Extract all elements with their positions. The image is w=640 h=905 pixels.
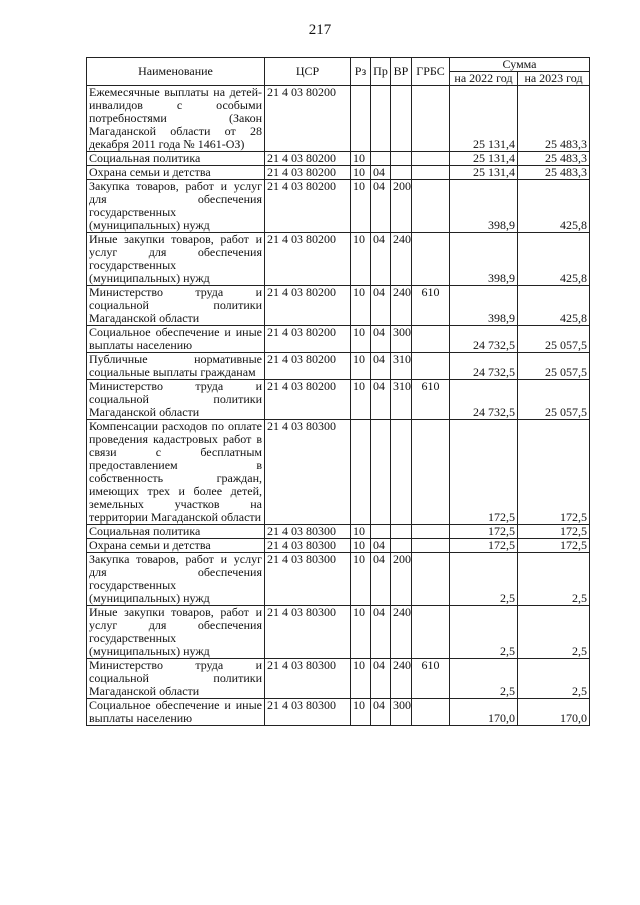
row-csr: 21 4 03 80300 [265,539,351,553]
row-pr: 04 [371,166,391,180]
header-year-2023: на 2023 год [518,72,590,86]
row-csr: 21 4 03 80200 [265,180,351,233]
row-grbs: 610 [412,659,450,699]
table-row [87,233,590,286]
header-pr: Пр [371,58,391,86]
row-grbs [412,539,450,553]
row-sum-2023: 425,8 [518,286,590,326]
row-name: Публичные нормативные социальные выплаты гражданам [87,353,265,380]
header-rz: Рз [351,58,371,86]
row-sum-2023: 425,8 [518,180,590,233]
row-pr [371,420,391,525]
header-vr: ВР [391,58,412,86]
row-sum-2022: 398,9 [450,233,518,286]
row-grbs [412,525,450,539]
row-name: Министерство труда и социальной политики Магаданской области [87,659,265,699]
row-sum-2023: 172,5 [518,539,590,553]
row-pr [371,152,391,166]
table-row [87,180,590,233]
row-rz [351,420,371,525]
row-vr: 300 [391,699,412,726]
row-sum-2023: 25 483,3 [518,86,590,152]
row-name: Охрана семьи и детства [87,539,265,553]
row-csr: 21 4 03 80300 [265,553,351,606]
row-grbs [412,326,450,353]
table-row [87,420,590,525]
table-row [87,326,590,353]
row-vr: 240 [391,233,412,286]
row-vr [391,166,412,180]
row-grbs [412,86,450,152]
row-vr: 240 [391,606,412,659]
row-pr: 04 [371,286,391,326]
row-sum-2022: 24 732,5 [450,326,518,353]
row-name: Иные закупки товаров, работ и услуг для обеспечения государственных (муниципальных) нужд [87,233,265,286]
row-grbs [412,233,450,286]
row-rz: 10 [351,659,371,699]
row-grbs [412,152,450,166]
row-name: Социальная политика [87,525,265,539]
table-row [87,659,590,699]
row-csr: 21 4 03 80300 [265,420,351,525]
row-name: Социальное обеспечение и иные выплаты населению [87,699,265,726]
row-csr: 21 4 03 80200 [265,326,351,353]
row-pr: 04 [371,180,391,233]
row-sum-2023: 25 057,5 [518,326,590,353]
row-pr: 04 [371,659,391,699]
row-rz: 10 [351,553,371,606]
row-grbs [412,353,450,380]
row-csr: 21 4 03 80300 [265,699,351,726]
row-name: Ежемесячные выплаты на детей-инвалидов с особыми потребностями (Закон Магаданской области от 28 декабря 2011 года № 1461-ОЗ) [87,86,265,152]
row-rz: 10 [351,606,371,659]
row-sum-2023: 425,8 [518,233,590,286]
row-sum-2022: 172,5 [450,525,518,539]
row-pr [371,86,391,152]
header-csr: ЦСР [265,58,351,86]
row-sum-2023: 172,5 [518,525,590,539]
row-sum-2022: 2,5 [450,659,518,699]
row-sum-2022: 25 131,4 [450,152,518,166]
row-name: Закупка товаров, работ и услуг для обеспечения государственных (муниципальных) нужд [87,180,265,233]
row-rz: 10 [351,286,371,326]
row-sum-2022: 398,9 [450,286,518,326]
header-grbs: ГРБС [412,58,450,86]
row-rz: 10 [351,326,371,353]
table-row [87,699,590,726]
row-grbs [412,553,450,606]
row-pr: 04 [371,539,391,553]
row-name: Закупка товаров, работ и услуг для обеспечения государственных (муниципальных) нужд [87,553,265,606]
row-rz: 10 [351,152,371,166]
row-pr: 04 [371,353,391,380]
row-sum-2023: 2,5 [518,553,590,606]
header-year-2022: на 2022 год [450,72,518,86]
row-vr: 310 [391,380,412,420]
header-sum: Сумма [450,58,590,72]
row-grbs [412,180,450,233]
table-body [87,86,590,726]
row-vr: 200 [391,180,412,233]
row-grbs: 610 [412,286,450,326]
table-row [87,606,590,659]
row-sum-2022: 170,0 [450,699,518,726]
row-vr [391,539,412,553]
row-pr: 04 [371,380,391,420]
row-grbs [412,606,450,659]
row-sum-2023: 2,5 [518,606,590,659]
row-rz: 10 [351,180,371,233]
row-name: Министерство труда и социальной политики Магаданской области [87,380,265,420]
row-pr: 04 [371,553,391,606]
row-vr: 240 [391,286,412,326]
row-grbs [412,166,450,180]
row-rz [351,86,371,152]
row-csr: 21 4 03 80300 [265,525,351,539]
row-sum-2022: 25 131,4 [450,86,518,152]
row-sum-2022: 24 732,5 [450,380,518,420]
budget-table [86,57,590,726]
row-sum-2023: 2,5 [518,659,590,699]
row-name: Охрана семьи и детства [87,166,265,180]
row-sum-2022: 24 732,5 [450,353,518,380]
row-sum-2023: 25 057,5 [518,353,590,380]
row-name: Иные закупки товаров, работ и услуг для обеспечения государственных (муниципальных) нужд [87,606,265,659]
row-rz: 10 [351,233,371,286]
row-name: Министерство труда и социальной политики Магаданской области [87,286,265,326]
row-vr: 310 [391,353,412,380]
table-row [87,166,590,180]
row-sum-2022: 2,5 [450,553,518,606]
row-pr [371,525,391,539]
row-pr: 04 [371,699,391,726]
row-sum-2023: 170,0 [518,699,590,726]
row-pr: 04 [371,233,391,286]
row-sum-2022: 25 131,4 [450,166,518,180]
row-csr: 21 4 03 80200 [265,353,351,380]
table-row [87,525,590,539]
header-name: Наименование [87,58,265,86]
row-pr: 04 [371,606,391,659]
row-csr: 21 4 03 80300 [265,606,351,659]
row-rz: 10 [351,166,371,180]
row-rz: 10 [351,699,371,726]
row-sum-2022: 398,9 [450,180,518,233]
row-vr [391,525,412,539]
row-name: Компенсации расходов по оплате проведения кадастровых работ в связи с бесплатным предоставлением в собственность граждан, имеющих трех и более детей, земельных участков на территории Магаданской области [87,420,265,525]
row-vr [391,420,412,525]
row-csr: 21 4 03 80200 [265,233,351,286]
row-sum-2023: 25 483,3 [518,166,590,180]
row-grbs: 610 [412,380,450,420]
table-row [87,152,590,166]
table-row [87,553,590,606]
row-rz: 10 [351,525,371,539]
row-pr: 04 [371,326,391,353]
table-row [87,353,590,380]
row-vr [391,152,412,166]
row-csr: 21 4 03 80200 [265,152,351,166]
row-name: Социальное обеспечение и иные выплаты населению [87,326,265,353]
row-rz: 10 [351,380,371,420]
table-row [87,539,590,553]
row-vr: 200 [391,553,412,606]
row-vr: 240 [391,659,412,699]
row-vr [391,86,412,152]
row-rz: 10 [351,353,371,380]
table-row [87,380,590,420]
row-name: Социальная политика [87,152,265,166]
row-csr: 21 4 03 80200 [265,380,351,420]
row-sum-2022: 172,5 [450,539,518,553]
row-grbs [412,420,450,525]
row-sum-2023: 25 057,5 [518,380,590,420]
page-number: 217 [308,22,332,38]
row-csr: 21 4 03 80200 [265,86,351,152]
row-sum-2022: 172,5 [450,420,518,525]
row-csr: 21 4 03 80300 [265,659,351,699]
table-row [87,286,590,326]
table-row [87,86,590,152]
row-grbs [412,699,450,726]
row-sum-2023: 25 483,3 [518,152,590,166]
row-csr: 21 4 03 80200 [265,286,351,326]
row-sum-2022: 2,5 [450,606,518,659]
row-sum-2023: 172,5 [518,420,590,525]
row-csr: 21 4 03 80200 [265,166,351,180]
row-rz: 10 [351,539,371,553]
row-vr: 300 [391,326,412,353]
